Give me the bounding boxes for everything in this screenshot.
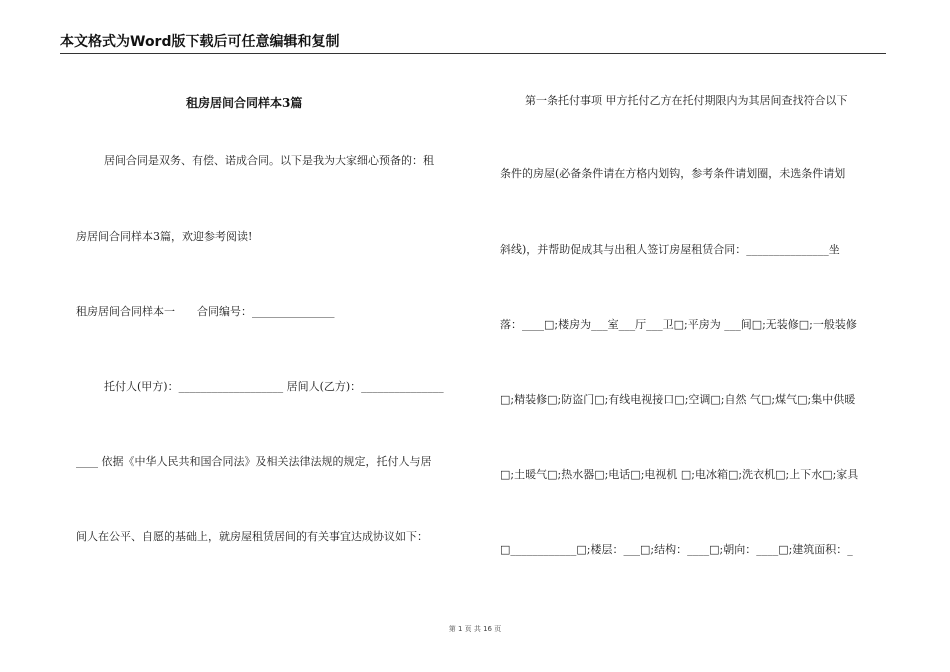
left-line-3: 租房居间合同样本一 合同编号：_______________: [76, 305, 335, 318]
left-line-6: 间人在公平、自愿的基础上，就房屋租赁居间的有关事宜达成协议如下：: [76, 530, 428, 543]
page-header: 本文格式为Word版下载后可任意编辑和复制: [60, 34, 340, 50]
right-line-1: 第一条托付事项 甲方托付乙方在托付期限内为其居间查找符合以下: [525, 94, 848, 107]
right-line-2: 条件的房屋(必备条件请在方格内划钩，参考条件请划圈，未选条件请划: [500, 167, 846, 180]
right-line-4: 落：____□;楼房为___室___厅___卫□;平房为 ___间□;无装修□;一般装修: [500, 318, 857, 331]
right-line-6: □;土暖气□;热水器□;电话□;电视机 □;电冰箱□;洗衣机□;上下水□;家具: [500, 468, 859, 481]
left-line-5: ____ 依据《中华人民共和国合同法》及相关法律法规的规定，托付人与居: [76, 455, 432, 468]
right-line-5: □;精装修□;防盗门□;有线电视接口□;空调□;自然 气□;煤气□;集中供暖: [500, 393, 856, 406]
page-number: 第 1 页 共 16 页: [448, 625, 502, 633]
right-line-3: 斜线)，并帮助促成其与出租人签订房屋租赁合同：_______________坐: [500, 243, 840, 256]
left-line-1: 居间合同是双务、有偿、诺成合同。以下是我为大家细心预备的：租: [104, 154, 434, 167]
right-line-7: □____________□;楼层：___□;结构：____□;朝向：____□;建筑面积：_: [500, 543, 853, 556]
left-line-2: 房居间合同样本3篇，欢迎参考阅读!: [76, 230, 253, 243]
document-title: 租房居间合同样本3篇: [186, 96, 303, 110]
header-divider: [60, 53, 886, 54]
left-line-4: 托付人(甲方)：___________________ 居间人(乙方)：_______________: [104, 380, 444, 393]
